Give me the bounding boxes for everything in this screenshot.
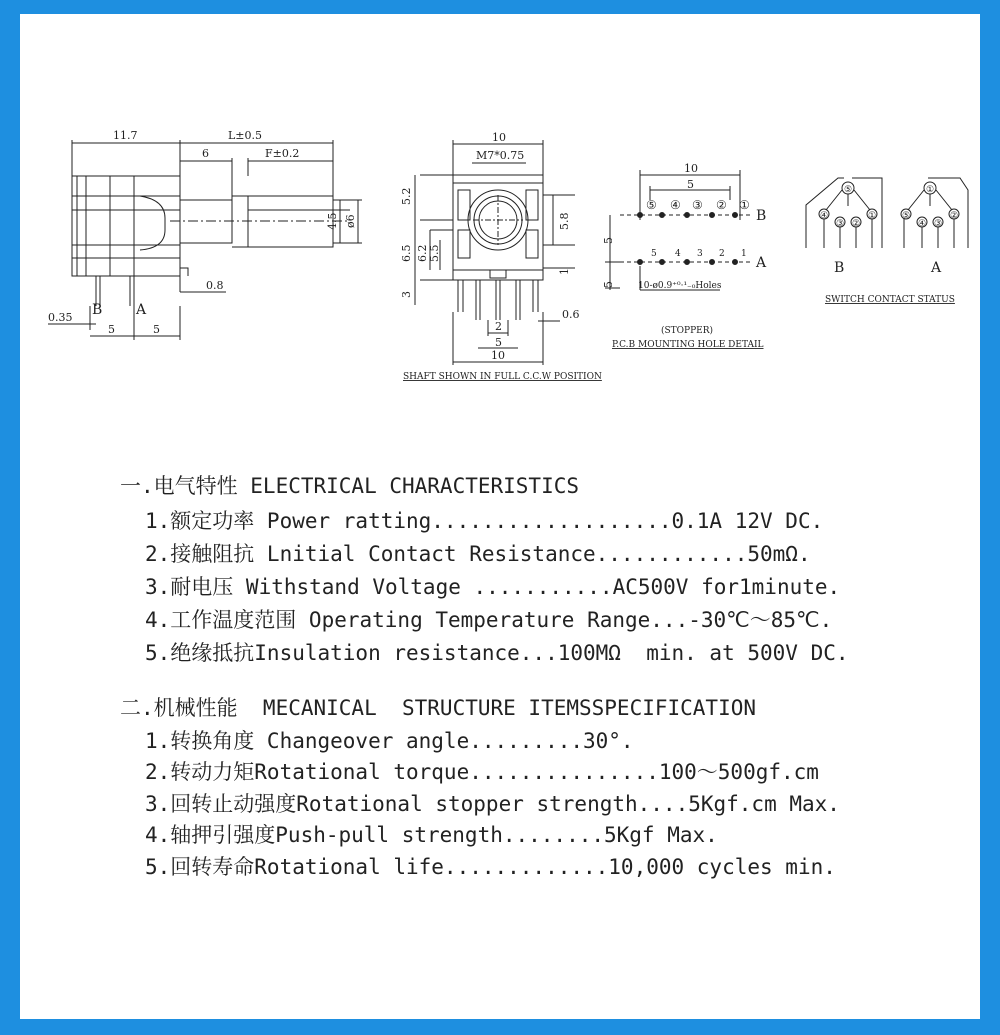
switch-contact-status — [806, 178, 968, 248]
dim-0-6: 0.6 — [562, 308, 580, 321]
front-view-caption: SHAFT SHOWN IN FULL C.C.W POSITION — [403, 372, 602, 382]
pin-B: B — [92, 302, 103, 318]
dim-5-right: 5 — [153, 323, 160, 336]
dim-5-2: 5.2 — [400, 187, 413, 205]
sw-B-node-5: ⑤ — [844, 185, 853, 195]
pcb-dim-5-v2: 5 — [602, 281, 615, 288]
dim-6: 6 — [202, 147, 209, 160]
pcb-caption: P.C.B MOUNTING HOLE DETAIL — [612, 340, 764, 350]
pcb-num-4: 4 — [675, 249, 681, 259]
dim-11-7: 11.7 — [113, 129, 138, 142]
dim-1: 1 — [558, 268, 571, 275]
pcb-holes-note: 10-ø0.9⁺⁰·¹₋₀Holes — [638, 281, 722, 291]
dim-L: L±0.5 — [228, 129, 263, 142]
switch-label-B: B — [834, 260, 845, 276]
electrical-item-3: 3.耐电压 Withstand Voltage ...........AC500V for1minute. — [145, 575, 841, 599]
pcb-row-A: A — [756, 255, 767, 271]
sw-B-node-2: ② — [852, 219, 861, 229]
sw-A-node-3: ③ — [934, 219, 943, 229]
pcb-dim-5: 5 — [687, 178, 694, 191]
pin-A: A — [136, 302, 147, 318]
dim-0-35: 0.35 — [48, 311, 73, 324]
dim-5-left: 5 — [108, 323, 115, 336]
pcb-circled-1: ① — [739, 198, 750, 212]
pcb-circled-5: ⑤ — [646, 198, 657, 212]
pcb-row-B: B — [756, 208, 767, 224]
sw-A-node-1: ① — [926, 185, 935, 195]
pcb-circled-2: ② — [716, 198, 727, 212]
electrical-item-5: 5.绝缘抵抗Insulation resistance...100MΩ min. at 500V DC. — [145, 641, 849, 665]
dim-5-bottom: 5 — [495, 336, 502, 349]
mechanical-item-1: 1.转换角度 Changeover angle.........30°. — [145, 729, 634, 753]
dim-phi6: ø6 — [344, 214, 357, 228]
sw-A-node-4: ④ — [918, 219, 927, 229]
thread-spec: M7*0.75 — [476, 149, 525, 162]
dim-5-5: 5.5 — [428, 244, 441, 262]
electrical-item-1: 1.额定功率 Power ratting...................0.1A 12V DC. — [145, 509, 824, 533]
pcb-num-3: 3 — [697, 249, 703, 259]
dim-10-top: 10 — [492, 131, 506, 144]
dim-3: 3 — [400, 291, 413, 298]
mechanical-item-4: 4.轴押引强度Push-pull strength........5Kgf Max. — [145, 823, 718, 847]
pcb-num-1: 1 — [741, 249, 747, 259]
mechanical-item-3: 3.回转止动强度Rotational stopper strength....5Kgf.cm Max. — [145, 792, 840, 816]
dim-6-2: 6.2 — [416, 244, 429, 262]
dim-2: 2 — [495, 320, 502, 333]
sw-B-node-3: ③ — [836, 219, 845, 229]
pcb-dim-5-v1: 5 — [602, 237, 615, 244]
dim-4-5: 4.5 — [326, 212, 339, 230]
mechanical-item-5: 5.回转寿命Rotational life.............10,000 cycles min. — [145, 855, 836, 879]
pcb-circled-3: ③ — [692, 198, 703, 212]
pcb-num-2: 2 — [719, 249, 725, 259]
sw-B-node-1: ① — [868, 211, 877, 221]
mechanical-heading: 二.机械性能 MECANICAL STRUCTURE ITEMSSPECIFICATION — [120, 696, 757, 720]
sw-B-node-4: ④ — [820, 211, 829, 221]
dim-5-8: 5.8 — [558, 212, 571, 230]
electrical-heading: 一.电气特性 ELECTRICAL CHARACTERISTICS — [120, 474, 580, 498]
pcb-num-5: 5 — [651, 249, 657, 259]
pcb-dim-10: 10 — [684, 162, 698, 175]
dim-10-bottom: 10 — [491, 349, 505, 362]
pcb-circled-4: ④ — [670, 198, 681, 212]
sw-A-node-2: ② — [950, 211, 959, 221]
technical-drawing — [0, 0, 1000, 400]
dim-0-8: 0.8 — [206, 279, 224, 292]
switch-caption: SWITCH CONTACT STATUS — [825, 295, 955, 305]
pcb-stopper: (STOPPER) — [661, 326, 714, 336]
switch-label-A: A — [931, 260, 942, 276]
electrical-item-4: 4.工作温度范围 Operating Temperature Range...-30℃～85℃. — [145, 608, 833, 632]
dim-F: F±0.2 — [265, 147, 300, 160]
dim-6-5: 6.5 — [400, 244, 413, 262]
pcb-hole-detail — [605, 170, 750, 290]
sw-A-node-5: ⑤ — [902, 211, 911, 221]
mechanical-item-2: 2.转动力矩Rotational torque...............100～500gf.cm — [145, 760, 819, 784]
electrical-item-2: 2.接触阻抗 Lnitial Contact Resistance............50mΩ. — [145, 542, 811, 566]
